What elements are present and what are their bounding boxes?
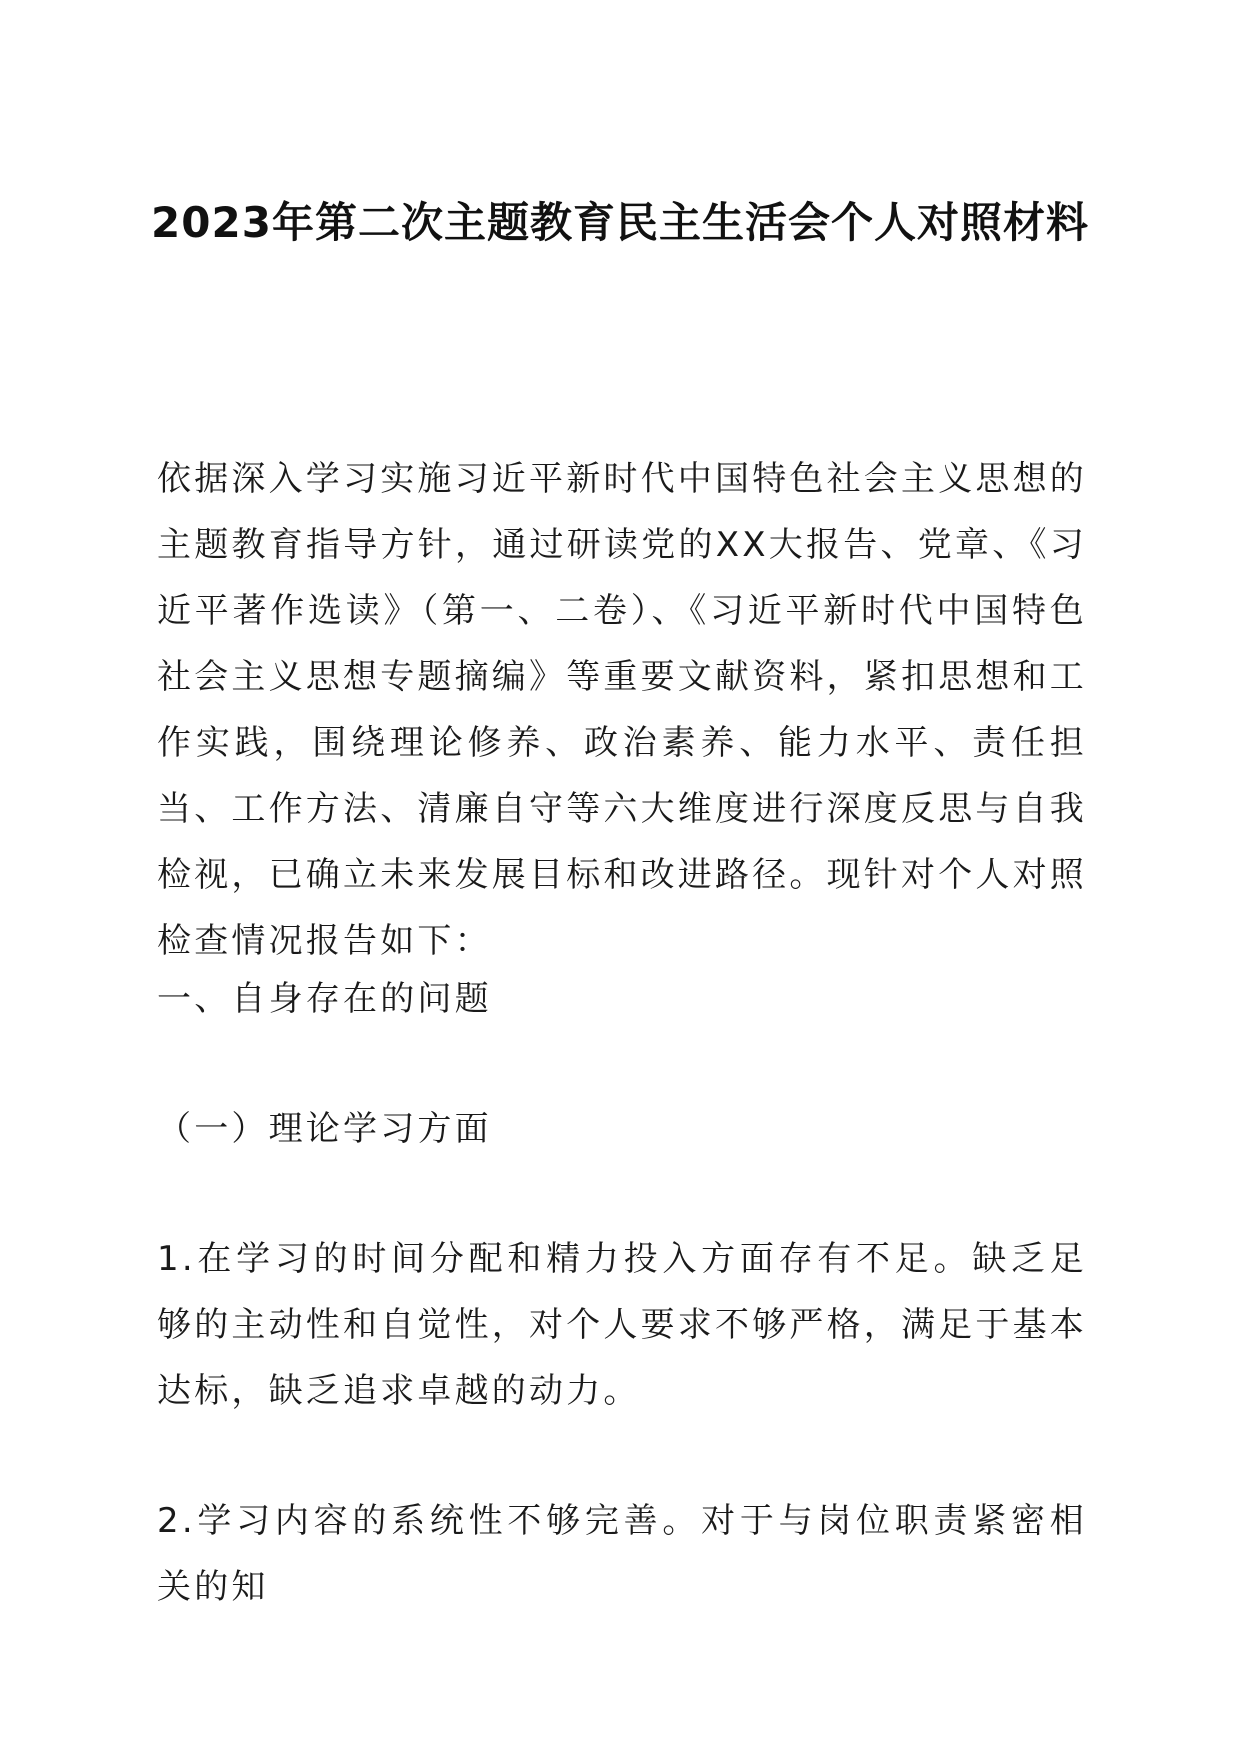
- section-heading: 一、自身存在的问题: [157, 979, 492, 1019]
- list-item: 1.在学习的时间分配和精力投入方面存有不足。缺乏足够的主动性和自觉性，对个人要求不够严格，满足于基本达标，缺乏追求卓越的动力。: [157, 1239, 1087, 1411]
- intro-paragraph: 依据深入学习实施习近平新时代中国特色社会主义思想的主题教育指导方针，通过研读党的XX大报告、党章、《习近平著作选读》（第一、二卷）、《习近平新时代中国特色社会主义思想专题摘编》等重要文献资料，紧扣思想和工作实践，围绕理论修养、政治素养、能力水平、责任担当、工作方法、清廉自守等六大维度进行深度反思与自我检视，已确立未来发展目标和改进路径。现针对个人对照检查情况报告如下：: [157, 459, 1087, 961]
- document-title: 2023年第二次主题教育民主生活会个人对照材料: [151, 198, 1089, 247]
- list-item: 2.学习内容的系统性不够完善。对于与岗位职责紧密相关的知: [157, 1501, 1087, 1607]
- subsection-heading: （一）理论学习方面: [157, 1109, 492, 1149]
